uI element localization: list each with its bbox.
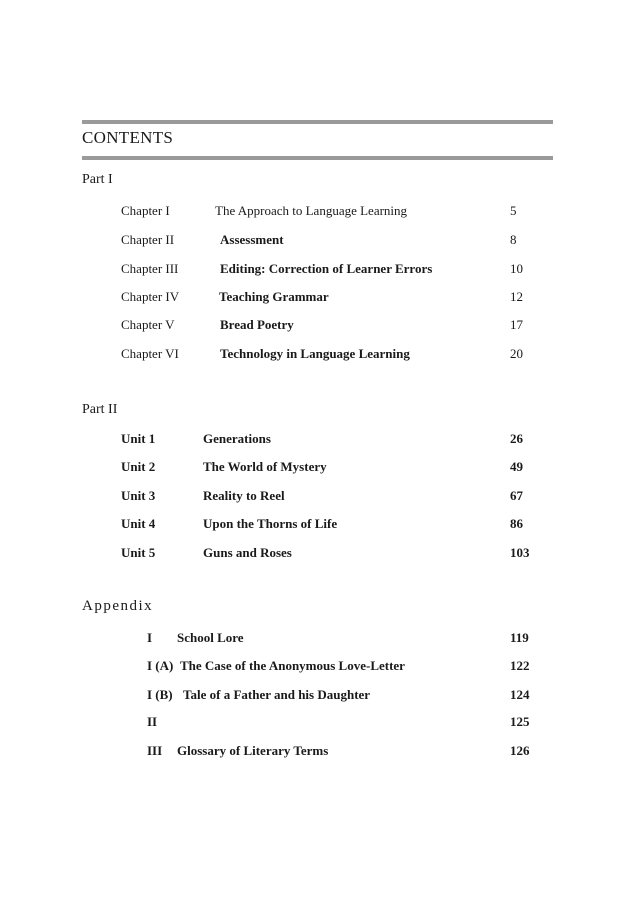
page-number: 10	[510, 261, 523, 276]
appendix-label: II	[147, 714, 158, 729]
top-rule	[82, 120, 553, 124]
unit-label: Unit 5	[121, 545, 156, 560]
unit-title: Guns and Roses	[203, 545, 292, 560]
toc-entry-appendix-1a	[0, 658, 638, 680]
unit-label: Unit 3	[121, 488, 156, 503]
appendix-title: Tale of a Father and his Daughter	[183, 687, 371, 702]
page-number: 26	[510, 431, 523, 446]
page-number: 12	[510, 289, 523, 304]
page-number: 126	[510, 743, 530, 758]
toc-entry-unit-2	[0, 459, 638, 481]
chapter-title: The Approach to Language Learning	[215, 203, 408, 218]
page-number: 103	[510, 545, 530, 560]
unit-label: Unit 1	[121, 431, 156, 446]
page-number: 86	[510, 516, 523, 531]
appendix-title: The Case of the Anonymous Love-Letter	[180, 658, 405, 673]
page-title: CONTENTS	[82, 128, 174, 147]
toc-entry-chapter-6	[0, 346, 638, 368]
chapter-title: Editing: Correction of Learner Errors	[220, 261, 433, 276]
toc-entry-unit-3	[0, 488, 638, 510]
chapter-label: Chapter VI	[121, 346, 179, 361]
appendix-label: III	[147, 743, 163, 758]
toc-entry-appendix-1b	[0, 687, 638, 709]
appendix-heading: Appendix	[82, 598, 154, 614]
chapter-title: Bread Poetry	[220, 317, 294, 332]
chapter-title: Teaching Grammar	[219, 289, 329, 304]
unit-label: Unit 2	[121, 459, 156, 474]
appendix-title: Glossary of Literary Terms	[177, 743, 329, 758]
unit-title: Reality to Reel	[203, 488, 285, 503]
page-number: 125	[510, 714, 530, 729]
unit-title: Upon the Thorns of Life	[203, 516, 338, 531]
page-number: 17	[510, 317, 523, 332]
chapter-label: Chapter V	[121, 317, 175, 332]
title-underline-rule	[82, 156, 553, 160]
toc-entry-chapter-4	[0, 289, 638, 311]
toc-entry-chapter-1	[0, 203, 638, 225]
appendix-label: I (A)	[147, 658, 174, 673]
toc-entry-unit-5	[0, 545, 638, 567]
toc-entry-appendix-3	[0, 743, 638, 765]
page-number: 20	[510, 346, 523, 361]
page-number: 124	[510, 687, 530, 702]
unit-title: The World of Mystery	[203, 459, 327, 474]
part-2-heading: Part II	[82, 402, 118, 417]
page-number: 49	[510, 459, 523, 474]
chapter-label: Chapter I	[121, 203, 170, 218]
chapter-title: Assessment	[220, 232, 284, 247]
appendix-title: School Lore	[177, 630, 244, 645]
toc-entry-appendix-2	[0, 714, 638, 736]
toc-entry-chapter-3	[0, 261, 638, 283]
appendix-label: I (B)	[147, 687, 173, 702]
page-number: 119	[510, 630, 529, 645]
toc-entry-chapter-5	[0, 317, 638, 339]
chapter-label: Chapter III	[121, 261, 179, 276]
toc-entry-unit-4	[0, 516, 638, 538]
page-number: 122	[510, 658, 530, 673]
page-number: 67	[510, 488, 523, 503]
toc-entry-unit-1	[0, 431, 638, 453]
unit-title: Generations	[203, 431, 271, 446]
part-1-heading: Part I	[82, 172, 113, 187]
chapter-label: Chapter II	[121, 232, 175, 247]
appendix-label: I	[147, 630, 153, 645]
page-number: 8	[510, 232, 517, 247]
unit-label: Unit 4	[121, 516, 156, 531]
chapter-label: Chapter IV	[121, 289, 180, 304]
toc-entry-appendix-1	[0, 630, 638, 652]
chapter-title: Technology in Language Learning	[220, 346, 410, 361]
toc-entry-chapter-2	[0, 232, 638, 254]
page-number: 5	[510, 203, 517, 218]
